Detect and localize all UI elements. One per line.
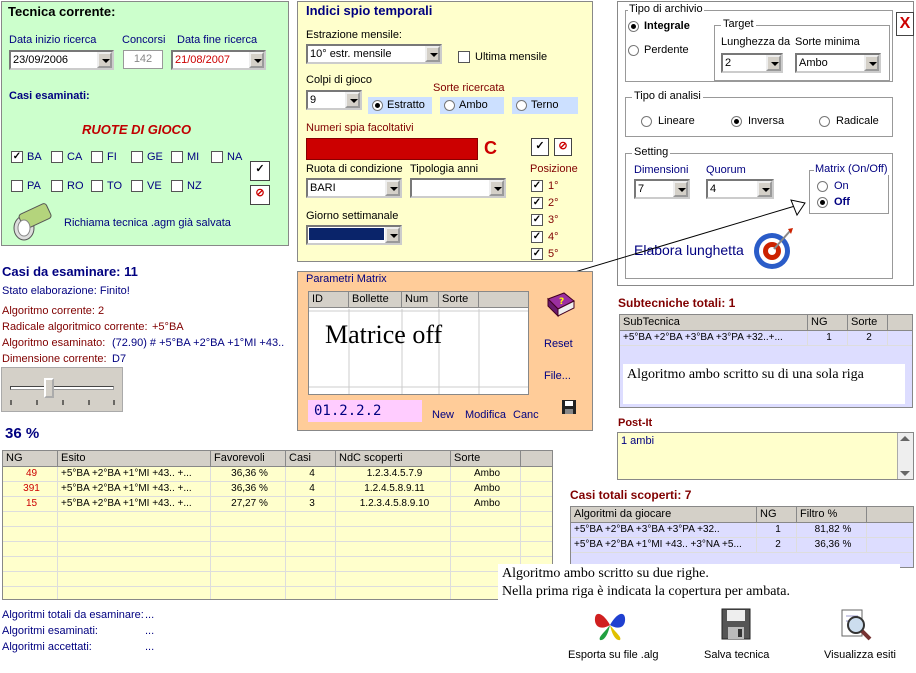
data-fine-select[interactable]: 21/08/2007 (171, 50, 266, 70)
table-row[interactable] (3, 542, 552, 557)
totali-label-1: Algoritmi totali da esaminare: (2, 609, 144, 621)
lineare-radio[interactable] (641, 116, 652, 127)
table-cell (286, 572, 336, 586)
col-ndc[interactable]: NdC scoperti (336, 451, 451, 466)
scoperti-note-line2: Nella prima riga è indicata la copertura per ambata. (502, 584, 791, 599)
col-sub-sorte[interactable]: Sorte (848, 315, 888, 330)
tecnica-title: Tecnica corrente: (8, 4, 116, 19)
col-algoritmi[interactable]: Algoritmi da giocare (571, 507, 757, 522)
matrix-on-radio[interactable] (817, 181, 828, 192)
quorum-select[interactable]: 4 (706, 179, 774, 199)
dimensioni-label: Dimensioni (634, 164, 689, 176)
table-cell (451, 527, 521, 541)
table-cell (336, 527, 451, 541)
col-bollette[interactable]: Bollette (349, 292, 402, 307)
chevron-down-icon[interactable] (385, 180, 400, 196)
table-cell (58, 512, 211, 526)
col-ng[interactable]: NG (3, 451, 58, 466)
svg-text:?: ? (559, 297, 565, 307)
modifica-button[interactable]: Modifica (465, 409, 506, 421)
esiti-header (3, 451, 552, 467)
target-group (714, 18, 890, 81)
table-cell: +5°BA +2°BA +3°BA +3°PA +32..+... (620, 331, 808, 345)
scroll-down-icon[interactable] (900, 471, 910, 476)
table-cell: +5°BA +2°BA +3°BA +3°PA +32.. (571, 523, 757, 537)
chevron-down-icon[interactable] (249, 52, 264, 68)
col-sub-ng[interactable]: NG (808, 315, 848, 330)
perdente-label: Perdente (644, 44, 689, 56)
esaminato-label: Algoritmo esaminato: (2, 337, 106, 349)
postit-textarea[interactable] (617, 432, 914, 480)
chevron-down-icon[interactable] (97, 52, 112, 68)
selected-highlight (309, 228, 384, 240)
posizione-label: Posizione (530, 163, 578, 175)
table-cell: 36,36 % (797, 538, 867, 552)
table-cell (58, 542, 211, 556)
table-cell: Ambo (451, 467, 521, 481)
matrix-group (809, 163, 889, 214)
posizione-label-2: 2° (548, 197, 559, 209)
table-row[interactable] (3, 587, 552, 600)
lineare-label: Lineare (658, 115, 695, 127)
canc-button[interactable]: Canc (513, 409, 539, 421)
chevron-down-icon[interactable] (489, 180, 504, 196)
table-row[interactable] (571, 523, 913, 538)
visualizza-button[interactable]: Visualizza esiti (824, 649, 896, 661)
ultima-mensile-checkbox[interactable] (458, 51, 470, 63)
close-button[interactable]: X (896, 12, 914, 36)
colpi-select[interactable]: 9 (306, 90, 362, 110)
postit-text: 1 ambi (621, 435, 655, 447)
perdente-radio[interactable] (628, 45, 639, 56)
tipologia-select[interactable] (410, 178, 506, 198)
table-cell: 36,36 % (211, 482, 286, 496)
ruota-label-ba: BA (27, 151, 42, 163)
inversa-label: Inversa (748, 115, 785, 127)
col-favorevoli[interactable]: Favorevoli (211, 451, 286, 466)
data-inizio-label: Data inizio ricerca (9, 34, 97, 46)
ruota-checkbox-mi[interactable] (171, 151, 183, 163)
table-cell: 2 (848, 331, 888, 345)
table-cell (336, 572, 451, 586)
posizione-label-3: 3° (548, 214, 559, 226)
ruota-checkbox-na[interactable] (211, 151, 223, 163)
totali-value-2: ... (145, 625, 155, 637)
sorte-estratto-radio[interactable] (372, 100, 383, 111)
table-row[interactable] (3, 497, 552, 512)
table-cell (211, 512, 286, 526)
table-cell: 1 (757, 523, 797, 537)
concorsi-label: Concorsi (122, 34, 166, 46)
table-row[interactable] (3, 527, 552, 542)
col-id[interactable]: ID (309, 292, 349, 307)
scoperti-title: Casi totali scoperti: 7 (570, 488, 692, 502)
c-label: C (484, 138, 497, 158)
ruota-checkbox-to[interactable] (91, 180, 103, 192)
ruota-label-ro: RO (67, 180, 84, 192)
ruota-condizione-label: Ruota di condizione (306, 163, 403, 175)
col-scop-ng[interactable]: NG (757, 507, 797, 522)
esaminato-value: (72.90) # +5°BA +2°BA +1°MI +43.. (112, 337, 285, 349)
sorte-minima-label: Sorte minima (795, 36, 860, 48)
ruota-label-na: NA (227, 151, 243, 163)
sorte-minima-select[interactable]: Ambo (795, 53, 881, 73)
table-cell (286, 557, 336, 571)
table-cell (3, 512, 58, 526)
esiti-grid (2, 450, 553, 600)
scoperti-note-line1: Algoritmo ambo scritto su due righe. (502, 566, 709, 581)
table-cell: 49 (3, 467, 58, 481)
matrix-on-label: On (834, 180, 849, 192)
save-icon[interactable] (562, 400, 576, 414)
table-row[interactable] (3, 467, 552, 482)
tipo-archivio-label: Tipo di archivio (629, 3, 703, 15)
target-label: Target (723, 18, 754, 30)
posizione-checkbox-5[interactable]: ✓ (532, 248, 542, 259)
table-cell: +5°BA +2°BA +1°MI +43.. +3°NA +5... (571, 538, 757, 552)
sub-note (623, 364, 905, 404)
inversa-radio[interactable] (731, 116, 742, 127)
table-cell (336, 587, 451, 600)
totali-value-3: ... (145, 641, 155, 653)
data-fine-label: Data fine ricerca (177, 34, 258, 46)
giorno-select[interactable] (306, 225, 402, 245)
quorum-label: Quorum (706, 164, 746, 176)
matrix-off-label: Off (834, 196, 850, 208)
progress-percent: 36 % (5, 425, 40, 442)
ruota-checkbox-ba[interactable]: ✓ (12, 151, 22, 162)
posizione-label-1: 1° (548, 180, 559, 192)
sorte-terno-option[interactable]: Terno (512, 97, 578, 114)
col-casi[interactable]: Casi (286, 451, 336, 466)
matrix-off-radio[interactable] (817, 197, 828, 208)
table-cell: Ambo (451, 497, 521, 511)
tipo-archivio-group (625, 3, 893, 82)
table-row[interactable] (3, 512, 552, 527)
cancel-button[interactable]: ⊘ (250, 185, 270, 205)
butterfly-icon[interactable] (592, 607, 628, 641)
help-book-icon[interactable] (544, 289, 576, 321)
esiti-rows (3, 467, 552, 600)
matrix-label: Matrix (On/Off) (815, 163, 888, 175)
table-cell: 36,36 % (211, 467, 286, 481)
salva-button[interactable]: Salva tecnica (704, 649, 770, 661)
radicale-value: +5°BA (152, 321, 184, 333)
table-cell (336, 557, 451, 571)
table-cell: 391 (3, 482, 58, 496)
table-row[interactable] (571, 538, 913, 553)
chevron-down-icon[interactable] (864, 55, 879, 71)
scoperti-grid (570, 506, 914, 568)
table-cell (286, 587, 336, 600)
colpi-label: Colpi di gioco (306, 74, 373, 86)
scoperti-rows (571, 523, 913, 553)
ultima-mensile-label: Ultima mensile (475, 51, 548, 63)
sub-note-text: Algoritmo ambo scritto su di una sola riga (627, 367, 864, 382)
code-field[interactable]: 01.2.2.2 (308, 400, 422, 422)
posizione-label-4: 4° (548, 231, 559, 243)
scoperti-header (571, 507, 913, 523)
table-cell: 2 (757, 538, 797, 552)
postit-title: Post-It (618, 417, 653, 429)
ruota-label-nz: NZ (187, 180, 202, 192)
posizione-checkbox-4[interactable]: ✓ (532, 231, 542, 242)
totali-label-3: Algoritmi accettati: (2, 641, 92, 653)
table-cell (58, 572, 211, 586)
concorsi-field: 142 (123, 50, 163, 69)
ruota-label-ca: CA (67, 151, 83, 163)
casi-title: Casi da esaminare: 11 (2, 264, 138, 279)
table-cell: 15 (3, 497, 58, 511)
richiama-link[interactable]: Richiama tecnica .agm già salvata (64, 217, 231, 229)
file-button[interactable]: File... (544, 370, 571, 382)
table-cell (211, 572, 286, 586)
table-cell: +5°BA +2°BA +1°MI +43.. +... (58, 467, 211, 481)
slider-track (10, 386, 114, 390)
numeri-spia-input[interactable] (306, 138, 478, 160)
totali-value-1: ... (145, 609, 155, 621)
lunghezza-label: Lunghezza da (721, 36, 791, 48)
ruota-label-ge: GE (147, 151, 163, 163)
estrazione-select[interactable]: 10° estr. mensile (306, 44, 442, 64)
chevron-down-icon[interactable] (425, 46, 440, 62)
integrale-label: Integrale (644, 20, 690, 32)
ruota-checkbox-pa[interactable] (11, 180, 23, 192)
table-cell: 4 (286, 482, 336, 496)
tecnica-panel (1, 1, 289, 246)
ruota-checkbox-ca[interactable] (51, 151, 63, 163)
table-row[interactable] (620, 331, 912, 346)
table-cell: 4 (286, 467, 336, 481)
col-num[interactable]: Num (402, 292, 439, 307)
ruota-label-to: TO (107, 180, 123, 192)
sorte-estratto-option[interactable]: Estratto (368, 97, 432, 114)
table-cell (286, 542, 336, 556)
table-cell (286, 527, 336, 541)
algoritmo-corrente: Algoritmo corrente: 2 (2, 305, 105, 317)
table-cell: +5°BA +2°BA +1°MI +43.. +... (58, 497, 211, 511)
numeri-confirm-button[interactable]: ✓ (531, 138, 549, 156)
ruota-checkbox-ge[interactable] (131, 151, 143, 163)
lunghezza-select[interactable]: 2 (721, 53, 783, 73)
table-cell: 27,27 % (211, 497, 286, 511)
col-subtecnica[interactable]: SubTecnica (620, 315, 808, 330)
estrazione-label: Estrazione mensile: (306, 29, 402, 41)
ruota-checkbox-fi[interactable] (91, 151, 103, 163)
table-cell (286, 512, 336, 526)
table-cell (3, 542, 58, 556)
radicale-radio[interactable] (819, 116, 830, 127)
matrice-off-text: Matrice off (325, 320, 443, 349)
table-cell (3, 527, 58, 541)
ruota-label-fi: FI (107, 151, 117, 163)
scoperti-note (498, 564, 900, 604)
flashlight-icon[interactable] (10, 202, 60, 242)
posizione-checkbox-1[interactable]: ✓ (532, 180, 542, 191)
table-cell (336, 512, 451, 526)
sorte-ambo-radio[interactable] (444, 100, 455, 111)
scroll-up-icon[interactable] (900, 436, 910, 441)
subtecniche-header (620, 315, 912, 331)
table-cell: 1.2.4.5.8.9.11 (336, 482, 451, 496)
subtecniche-title: Subtecniche totali: 1 (618, 296, 736, 310)
matrix-panel (297, 271, 593, 431)
numeri-cancel-button[interactable]: ⊘ (554, 138, 572, 156)
tipo-analisi-group (625, 90, 893, 137)
totali-label-2: Algoritmi esaminati: (2, 625, 98, 637)
table-cell (3, 557, 58, 571)
table-cell (211, 587, 286, 600)
casi-esaminati-label: Casi esaminati: (9, 90, 90, 102)
table-cell (336, 542, 451, 556)
chevron-down-icon[interactable] (766, 55, 781, 71)
tipologia-label: Tipologia anni (410, 163, 479, 175)
esporta-button[interactable]: Esporta su file .alg (568, 649, 659, 661)
ruota-condizione-select[interactable]: BARI (306, 178, 402, 198)
sorte-terno-radio[interactable] (516, 100, 527, 111)
col-filtro[interactable]: Filtro % (797, 507, 867, 522)
ruote-title: RUOTE DI GIOCO (82, 122, 192, 137)
col-esito[interactable]: Esito (58, 451, 211, 466)
chevron-down-icon[interactable] (385, 227, 400, 243)
table-cell (3, 572, 58, 586)
table-cell (58, 527, 211, 541)
tipo-analisi-label: Tipo di analisi (634, 90, 701, 102)
dimensioni-select[interactable]: 7 (634, 179, 690, 199)
posizione-label-5: 5° (548, 248, 559, 260)
stato-elaborazione: Stato elaborazione: Finito! (2, 285, 130, 297)
table-cell: 3 (286, 497, 336, 511)
col-sorte[interactable]: Sorte (451, 451, 521, 466)
ruota-label-mi: MI (187, 151, 200, 163)
matrix-panel-title: Parametri Matrix (306, 273, 387, 285)
table-row[interactable] (3, 557, 552, 572)
speed-slider[interactable] (1, 367, 123, 412)
subtecniche-rows (620, 331, 912, 346)
new-button[interactable]: New (432, 409, 455, 421)
table-row[interactable] (3, 482, 552, 497)
slider-ticks (10, 400, 116, 406)
posizione-checkbox-3[interactable]: ✓ (532, 214, 542, 225)
data-inizio-select[interactable]: 23/09/2006 (9, 50, 114, 70)
table-cell (58, 557, 211, 571)
sorte-ricercata-label: Sorte ricercata (433, 82, 505, 94)
table-cell: Ambo (451, 482, 521, 496)
slider-thumb[interactable] (44, 378, 54, 398)
matrix-grid (308, 291, 529, 395)
table-cell (451, 512, 521, 526)
giorno-label: Giorno settimanale (306, 210, 399, 222)
radicale-label: Radicale (836, 115, 879, 127)
confirm-button[interactable]: ✓ (250, 161, 270, 181)
ruota-checkbox-nz[interactable] (171, 180, 183, 192)
table-cell (211, 557, 286, 571)
magnifier-icon[interactable] (838, 607, 874, 641)
numeri-spia-label: Numeri spia facoltativi (306, 122, 414, 134)
dimensione-value: D7 (112, 353, 127, 365)
posizione-checkbox-2[interactable]: ✓ (532, 197, 542, 208)
radicale-label: Radicale algoritmico corrente: (2, 321, 148, 333)
postit-scrollbar[interactable] (897, 433, 913, 479)
ruota-label-pa: PA (27, 180, 41, 192)
table-cell (58, 587, 211, 600)
table-cell: 1.2.3.4.5.8.9.10 (336, 497, 451, 511)
dimensione-label: Dimensione corrente: (2, 353, 107, 365)
table-cell: 81,82 % (797, 523, 867, 537)
sorte-ambo-option[interactable]: Ambo (440, 97, 504, 114)
matrix-grid-header (309, 292, 528, 308)
ruota-checkbox-ro[interactable] (51, 180, 63, 192)
table-row[interactable] (3, 572, 552, 587)
table-cell: 1.2.3.4.5.7.9 (336, 467, 451, 481)
integrale-radio[interactable] (628, 21, 639, 32)
ruota-label-ve: VE (147, 180, 162, 192)
table-cell: +5°BA +2°BA +1°MI +43.. +... (58, 482, 211, 496)
setting-label: Setting (634, 146, 669, 158)
elabora-lunghetta-button[interactable]: Elabora lunghetta (634, 242, 744, 258)
table-cell (211, 542, 286, 556)
col-sorte[interactable]: Sorte (439, 292, 479, 307)
table-cell (3, 587, 58, 600)
indici-title: Indici spio temporali (306, 3, 433, 18)
floppy-save-icon[interactable] (720, 607, 752, 641)
table-cell (451, 542, 521, 556)
chevron-down-icon[interactable] (345, 92, 360, 108)
table-cell: 1 (808, 331, 848, 345)
ruota-checkbox-ve[interactable] (131, 180, 143, 192)
table-cell (211, 527, 286, 541)
reset-button[interactable]: Reset (544, 338, 573, 350)
